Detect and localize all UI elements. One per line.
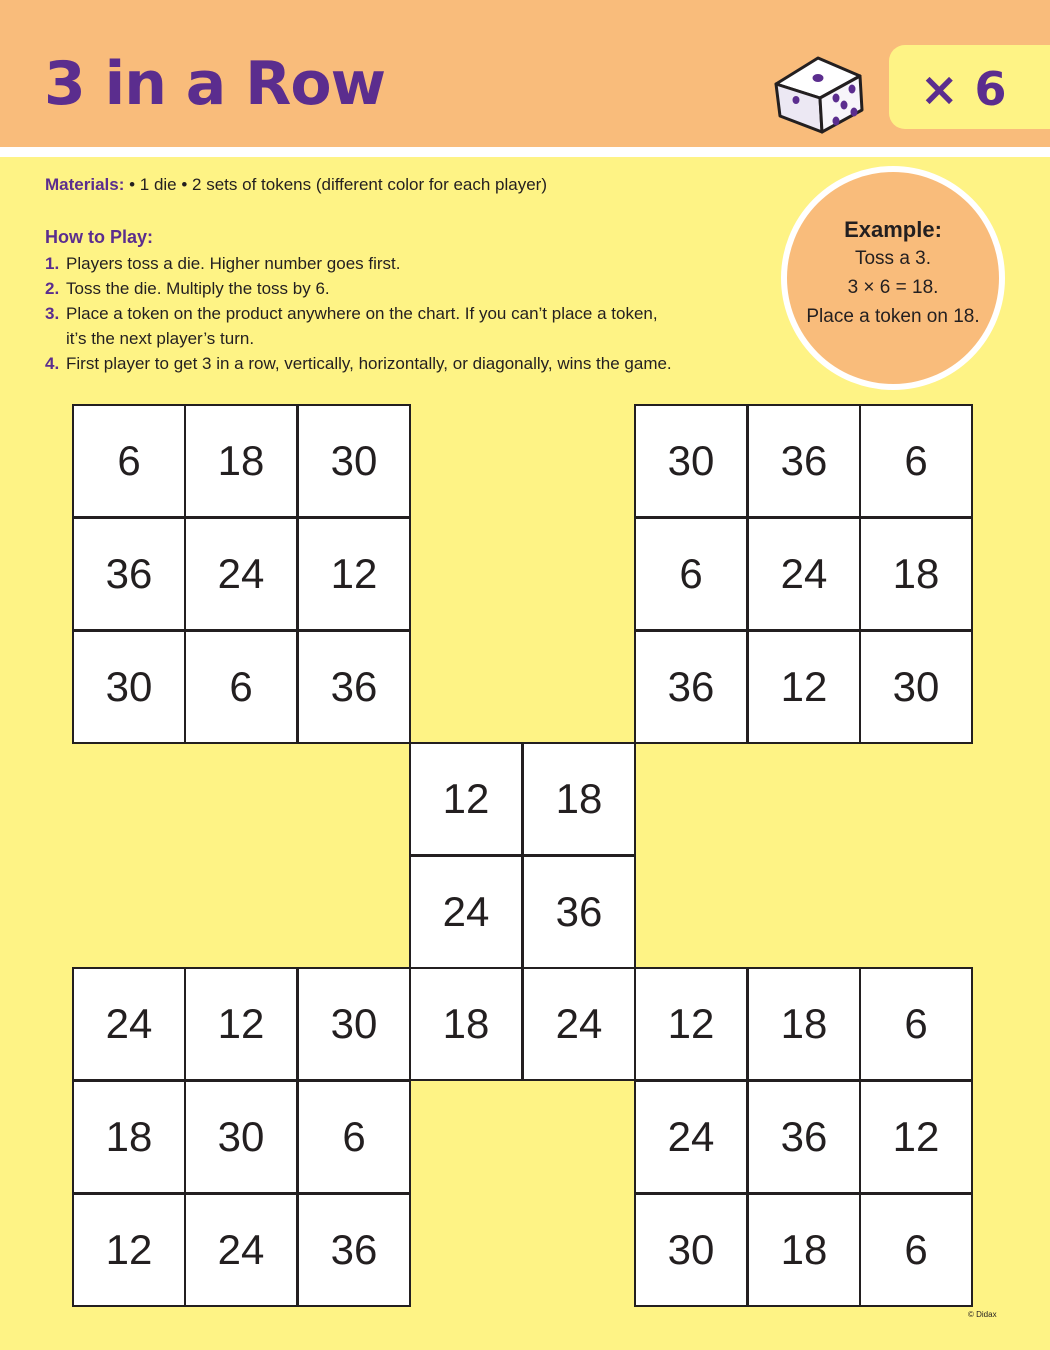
- step-text: First player to get 3 in a row, vertically, horizontally, or diagonally, wins the game.: [66, 354, 672, 373]
- header-divider: [0, 147, 1050, 157]
- board-cell[interactable]: 30: [859, 630, 973, 744]
- how-to-play-title: How to Play:: [45, 227, 154, 247]
- board-cell[interactable]: 6: [72, 404, 186, 518]
- board-cell[interactable]: 24: [72, 967, 186, 1081]
- materials-text: • 1 die • 2 sets of tokens (different color for each player): [124, 175, 548, 194]
- board-cell[interactable]: 18: [522, 742, 636, 856]
- board-cell[interactable]: 24: [184, 517, 298, 631]
- board-cell[interactable]: 30: [297, 967, 411, 1081]
- board-cell[interactable]: 36: [747, 404, 861, 518]
- materials-label: Materials:: [45, 175, 125, 194]
- board-cell[interactable]: 36: [72, 517, 186, 631]
- multiplier-label: × 6: [920, 62, 1007, 116]
- board-cell[interactable]: 30: [184, 1080, 298, 1194]
- example-circle: [781, 166, 1005, 390]
- board-cell[interactable]: 36: [297, 1193, 411, 1307]
- board-cell[interactable]: 12: [634, 967, 748, 1081]
- board-cell[interactable]: 24: [634, 1080, 748, 1194]
- board-cell[interactable]: 6: [297, 1080, 411, 1194]
- board-cell[interactable]: 36: [522, 855, 636, 969]
- board-cell[interactable]: 18: [747, 1193, 861, 1307]
- step-number: 4.: [45, 354, 60, 373]
- board-cell[interactable]: 30: [72, 630, 186, 744]
- materials-line: [45, 174, 547, 196]
- board-cell[interactable]: 24: [184, 1193, 298, 1307]
- example-line: Toss a 3.: [854, 248, 932, 269]
- board-cell[interactable]: 18: [409, 967, 523, 1081]
- board-cell[interactable]: 6: [859, 404, 973, 518]
- example-line: Place a token on 18.: [806, 306, 980, 327]
- dice-icon: [768, 42, 878, 134]
- board-cell[interactable]: 12: [409, 742, 523, 856]
- step-number: 3.: [45, 304, 60, 323]
- step-text: Toss the die. Multiply the toss by 6.: [66, 279, 330, 298]
- board-cell[interactable]: 36: [634, 630, 748, 744]
- board-cell[interactable]: 18: [747, 967, 861, 1081]
- board-cell[interactable]: 12: [297, 517, 411, 631]
- step-text: Place a token on the product anywhere on the chart. If you can’t place a token, it’s the next player’s turn.: [66, 304, 658, 348]
- page-title: 3 in a Row: [44, 49, 386, 119]
- copyright-note: © Didax: [968, 1310, 997, 1319]
- board-cell[interactable]: 18: [184, 404, 298, 518]
- board-cell[interactable]: 6: [184, 630, 298, 744]
- board-cell[interactable]: 6: [634, 517, 748, 631]
- board-cell[interactable]: 24: [409, 855, 523, 969]
- board-cell[interactable]: 18: [72, 1080, 186, 1194]
- example-line: 3 × 6 = 18.: [847, 277, 939, 298]
- step-number: 2.: [45, 279, 60, 298]
- board-cell[interactable]: 30: [634, 404, 748, 518]
- board-cell[interactable]: 12: [747, 630, 861, 744]
- board-cell[interactable]: 24: [747, 517, 861, 631]
- board-cell[interactable]: 30: [634, 1193, 748, 1307]
- board-cell[interactable]: 12: [72, 1193, 186, 1307]
- board-cell[interactable]: 36: [747, 1080, 861, 1194]
- board-cell[interactable]: 6: [859, 1193, 973, 1307]
- board-cell[interactable]: 18: [859, 517, 973, 631]
- board-cell[interactable]: 12: [184, 967, 298, 1081]
- step-item: [45, 251, 672, 276]
- step-text: Players toss a die. Higher number goes first.: [66, 254, 401, 273]
- example-title: Example:: [844, 217, 942, 242]
- step-item: [45, 351, 672, 376]
- step-number: 1.: [45, 254, 60, 273]
- board-cell[interactable]: 12: [859, 1080, 973, 1194]
- board-cell[interactable]: 24: [522, 967, 636, 1081]
- board-cell[interactable]: 36: [297, 630, 411, 744]
- board-cell[interactable]: 30: [297, 404, 411, 518]
- step-item: [45, 276, 672, 301]
- board-cell[interactable]: 6: [859, 967, 973, 1081]
- step-item: [45, 301, 672, 351]
- how-to-play-steps: [45, 251, 672, 376]
